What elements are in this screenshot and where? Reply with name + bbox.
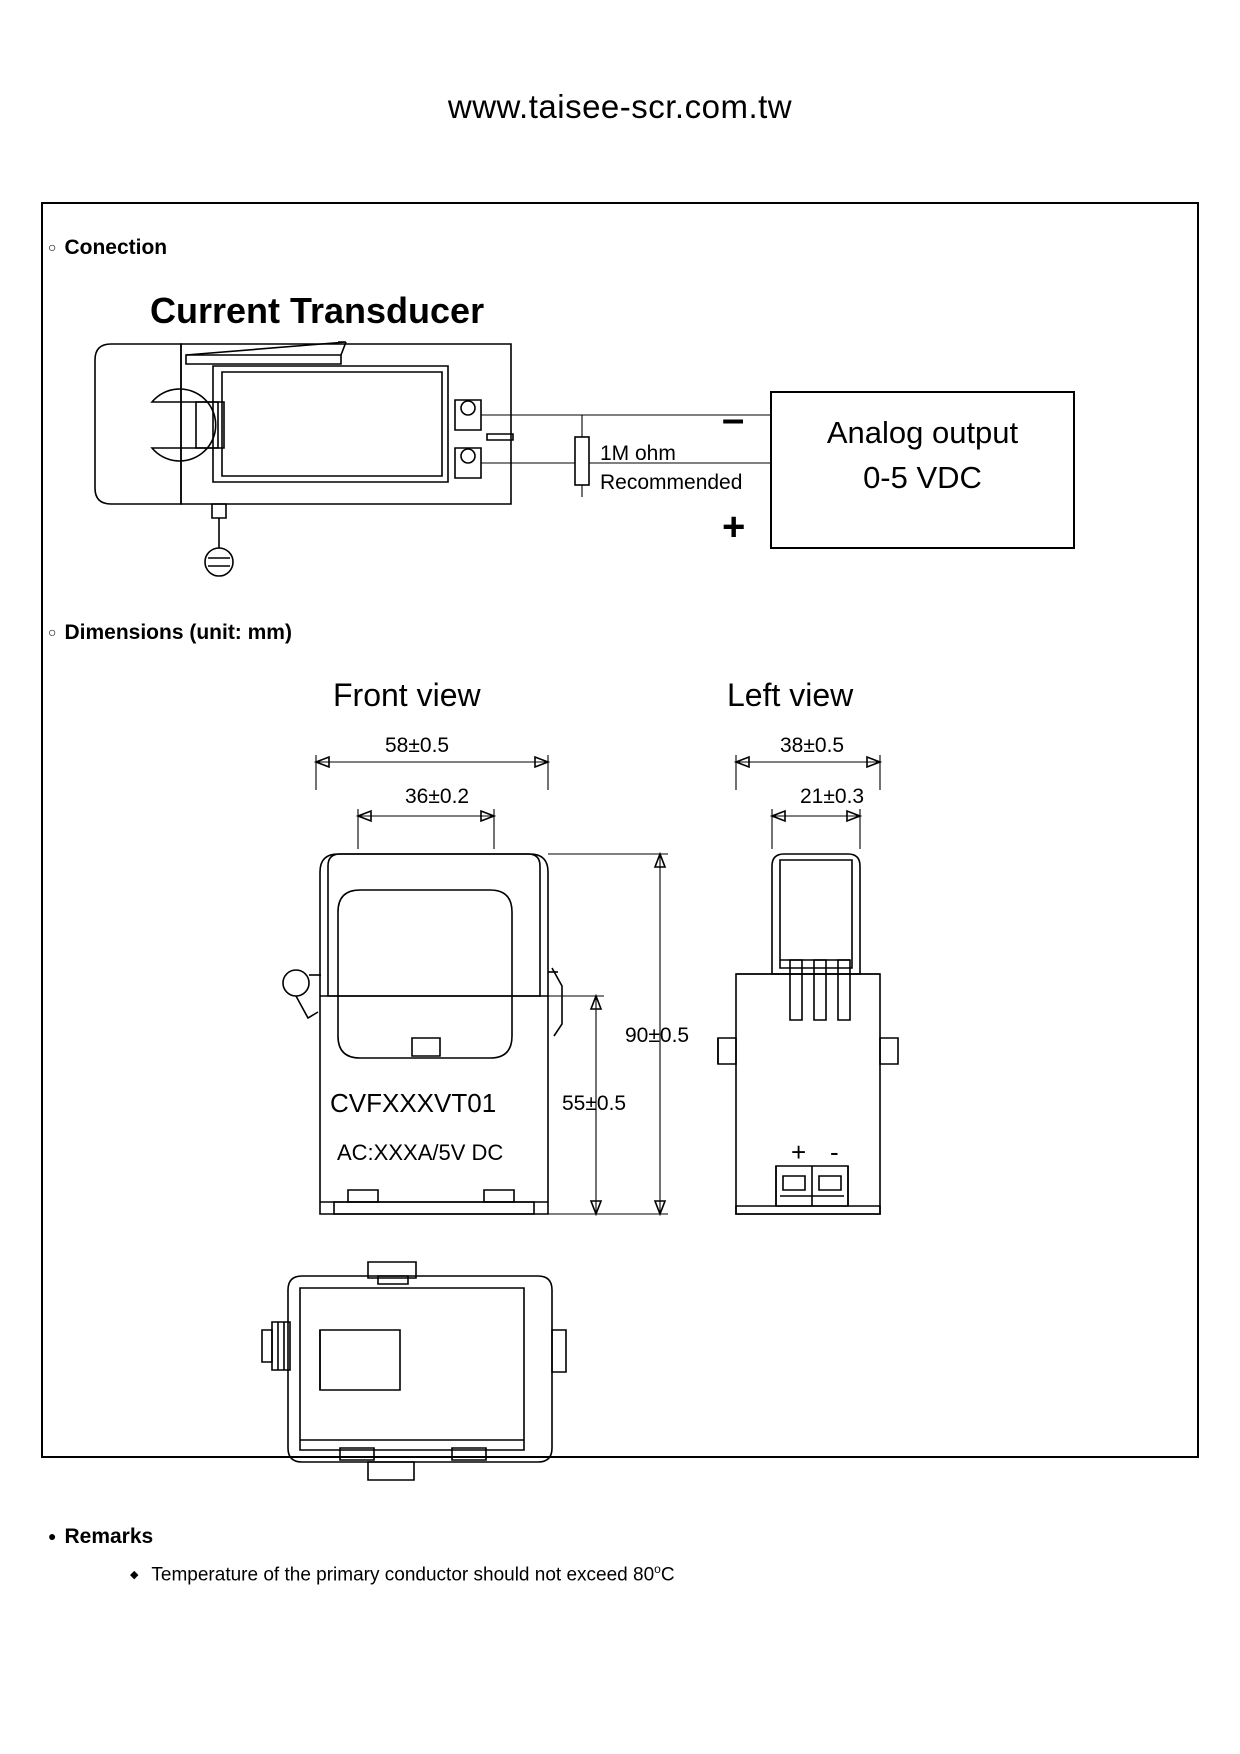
device-part-number-label: CVFXXXVT01: [330, 1088, 497, 1118]
remark-unit-superscript: o: [654, 1562, 661, 1576]
site-url: www.taisee-scr.com.tw: [447, 88, 793, 125]
negative-terminal-label: –: [722, 397, 745, 441]
dimension-left-depth-inner: 21±0.3: [800, 785, 865, 808]
positive-terminal-label: +: [722, 505, 746, 549]
dimension-left-depth-outer: 38±0.5: [780, 734, 845, 757]
terminal-minus-label: -: [830, 1137, 839, 1167]
remark-item: [130, 1562, 675, 1586]
remark-unit: C: [660, 1564, 675, 1586]
left-view-title: Left view: [727, 677, 854, 713]
dimension-front-width-inner: 36±0.2: [405, 785, 470, 808]
dimension-front-width-outer: 58±0.5: [385, 734, 450, 757]
section-heading-remarks: ● Remarks: [48, 1525, 153, 1549]
resistor-label-line1: 1M ohm: [600, 442, 676, 465]
front-view-title: Front view: [333, 677, 481, 713]
section-heading-connection: ○ Conection: [48, 236, 167, 260]
analog-output-box: [770, 391, 1075, 549]
terminal-plus-label: +: [791, 1137, 807, 1167]
analog-output-line1: Analog output: [826, 415, 1019, 450]
remark-text: Temperature of the primary conductor should not exceed 80: [151, 1564, 655, 1586]
analog-output-line2: 0-5 VDC: [863, 460, 982, 495]
section-heading-dimensions: ○ Dimensions (unit: mm): [48, 621, 292, 645]
device-rating-label: AC:XXXA/5V DC: [337, 1140, 504, 1165]
connection-diagram-title: Current Transducer: [150, 290, 485, 331]
dimension-front-height-inner: 55±0.5: [562, 1092, 627, 1115]
dimension-front-height-outer: 90±0.5: [625, 1024, 690, 1047]
resistor-label-line2: Recommended: [600, 471, 743, 494]
